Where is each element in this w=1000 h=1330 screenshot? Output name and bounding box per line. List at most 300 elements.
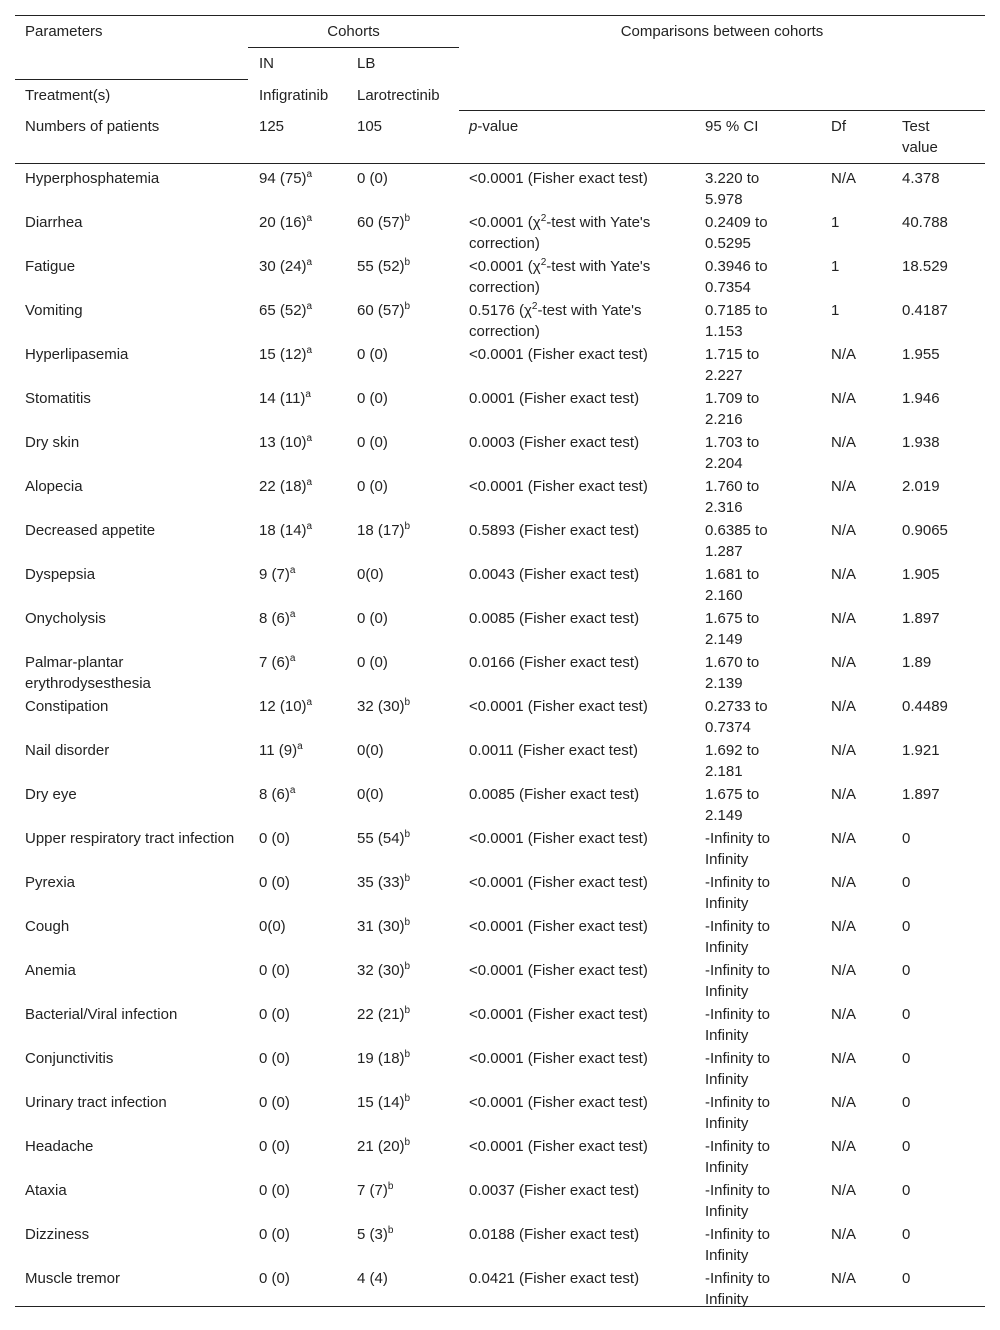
cell-param bbox=[25, 828, 235, 849]
cell-text: 0 (0) bbox=[259, 1270, 290, 1287]
p-value-superscript: 2 bbox=[531, 301, 538, 312]
cell-in bbox=[259, 1224, 321, 1245]
cell-text: -Infinity to Infinity bbox=[705, 874, 771, 912]
cell-ci bbox=[705, 300, 793, 342]
p-value-text: <0.0001 (Fisher exact test) bbox=[469, 962, 648, 979]
cell-text: 55 (52) bbox=[357, 258, 405, 275]
p-value-text: <0.0001 (Fisher exact test) bbox=[469, 346, 648, 363]
footnote-marker: a bbox=[289, 565, 296, 576]
cell-df bbox=[831, 696, 881, 717]
cell-lb bbox=[357, 1224, 457, 1245]
cell-ci bbox=[705, 608, 793, 650]
footnote-marker: b bbox=[404, 257, 411, 268]
p-value-text: <0.0001 (Fisher exact test) bbox=[469, 1006, 648, 1023]
cell-text: 0 (0) bbox=[357, 654, 388, 671]
cell-lb bbox=[357, 916, 457, 937]
cell-in bbox=[259, 212, 321, 233]
p-value-superscript: 2 bbox=[540, 213, 547, 224]
cell-tv bbox=[902, 256, 982, 277]
cell-text: 1.938 bbox=[902, 434, 940, 451]
cell-text: 35 (33) bbox=[357, 874, 405, 891]
cell-text: 9 (7) bbox=[259, 566, 290, 583]
cell-text: Pyrexia bbox=[25, 874, 76, 891]
cell-text: -Infinity to Infinity bbox=[705, 962, 771, 1000]
p-value-superscript: 2 bbox=[540, 257, 547, 268]
cell-text: N/A bbox=[831, 654, 857, 671]
cell-text: 8 (6) bbox=[259, 610, 290, 627]
cell-in bbox=[259, 828, 321, 849]
cell-text: 0(0) bbox=[357, 742, 384, 759]
cell-text: Fatigue bbox=[25, 258, 76, 275]
cell-ci bbox=[705, 872, 793, 914]
cell-ci bbox=[705, 168, 793, 210]
cell-tv bbox=[902, 1224, 982, 1245]
cell-text: -Infinity to Infinity bbox=[705, 1270, 771, 1308]
cell-p-value bbox=[469, 608, 694, 629]
cell-param bbox=[25, 168, 235, 189]
cell-text: 30 (24) bbox=[259, 258, 307, 275]
cell-lb bbox=[357, 872, 457, 893]
cell-text: 0 bbox=[902, 1006, 911, 1023]
footnote-marker: b bbox=[387, 1181, 394, 1192]
cell-p-value bbox=[469, 696, 694, 717]
cell-text: 1.921 bbox=[902, 742, 940, 759]
header-in: IN bbox=[259, 55, 274, 72]
cell-lb bbox=[357, 344, 457, 365]
p-value-text: <0.0001 (Fisher exact test) bbox=[469, 918, 648, 935]
header-pvalue-rest: -value bbox=[477, 118, 519, 135]
cell-tv bbox=[902, 916, 982, 937]
cell-text: Vomiting bbox=[25, 302, 83, 319]
cell-text: 0 bbox=[902, 830, 911, 847]
cell-text: 19 (18) bbox=[357, 1050, 405, 1067]
cell-text: Muscle tremor bbox=[25, 1270, 121, 1287]
cell-text: 40.788 bbox=[902, 214, 948, 231]
p-value-text: <0.0001 (Fisher exact test) bbox=[469, 1138, 648, 1155]
cell-text: 31 (30) bbox=[357, 918, 405, 935]
top-rule bbox=[15, 15, 985, 16]
cell-p-value bbox=[469, 1180, 694, 1201]
cell-text: Ataxia bbox=[25, 1182, 67, 1199]
cell-text: 18 (14) bbox=[259, 522, 307, 539]
cell-text: 1.715 to 2.227 bbox=[705, 346, 760, 384]
cell-text: 11 (9) bbox=[259, 742, 298, 759]
cell-tv bbox=[902, 1048, 982, 1069]
header-test-value: Test value bbox=[902, 118, 938, 156]
cell-text: 1 bbox=[831, 302, 840, 319]
cell-text: 1.905 bbox=[902, 566, 940, 583]
cell-text: 0 bbox=[902, 962, 911, 979]
cell-text: -Infinity to Infinity bbox=[705, 1182, 771, 1220]
p-value-text: <0.0001 (Fisher exact test) bbox=[469, 478, 648, 495]
cell-text: 0.6385 to 1.287 bbox=[705, 522, 768, 560]
cell-in bbox=[259, 344, 321, 365]
cell-df bbox=[831, 212, 881, 233]
cell-ci bbox=[705, 1224, 793, 1266]
cell-tv bbox=[902, 564, 982, 585]
cell-p-value bbox=[469, 564, 694, 585]
cell-ci bbox=[705, 388, 793, 430]
cell-text: Dry eye bbox=[25, 786, 77, 803]
footnote-marker: b bbox=[387, 1225, 394, 1236]
cell-ci bbox=[705, 960, 793, 1002]
cell-param bbox=[25, 564, 235, 585]
footnote-marker: b bbox=[404, 961, 411, 972]
cell-in bbox=[259, 168, 321, 189]
cell-text: 1.946 bbox=[902, 390, 940, 407]
bottom-rule bbox=[15, 1306, 985, 1307]
footnote-marker: b bbox=[404, 1005, 411, 1016]
cell-text: Urinary tract infection bbox=[25, 1094, 167, 1111]
cell-param bbox=[25, 388, 235, 409]
cell-text: Headache bbox=[25, 1138, 94, 1155]
cell-param bbox=[25, 520, 235, 541]
cell-param bbox=[25, 300, 235, 321]
cell-text: 22 (21) bbox=[357, 1006, 405, 1023]
cell-text: 21 (20) bbox=[357, 1138, 405, 1155]
cell-text: 0 (0) bbox=[259, 1006, 290, 1023]
cell-in bbox=[259, 564, 321, 585]
cell-p-value bbox=[469, 344, 694, 365]
cell-df bbox=[831, 784, 881, 805]
cell-lb bbox=[357, 388, 457, 409]
cell-tv bbox=[902, 1136, 982, 1157]
p-value-text: <0.0001 (Fisher exact test) bbox=[469, 698, 648, 715]
cell-text: 0 bbox=[902, 1182, 911, 1199]
cell-text: 0 (0) bbox=[259, 1226, 290, 1243]
cell-p-value bbox=[469, 432, 694, 453]
cell-lb bbox=[357, 520, 457, 541]
cell-text: 0 (0) bbox=[357, 170, 388, 187]
cell-ci bbox=[705, 784, 793, 826]
cell-p-value bbox=[469, 872, 694, 893]
cell-p-value bbox=[469, 212, 694, 254]
cell-lb bbox=[357, 168, 457, 189]
cell-in bbox=[259, 960, 321, 981]
cell-text: N/A bbox=[831, 1050, 857, 1067]
cell-text: 0.4187 bbox=[902, 302, 948, 319]
cell-p-value bbox=[469, 1004, 694, 1025]
cell-param bbox=[25, 652, 235, 694]
cell-text: 15 (12) bbox=[259, 346, 307, 363]
cell-text: 0.9065 bbox=[902, 522, 948, 539]
header-bottom-rule bbox=[15, 163, 985, 164]
cell-text: 4.378 bbox=[902, 170, 940, 187]
cell-text: 0 (0) bbox=[259, 1050, 290, 1067]
cell-text: N/A bbox=[831, 962, 857, 979]
cell-text: -Infinity to Infinity bbox=[705, 918, 771, 956]
cell-text: N/A bbox=[831, 1226, 857, 1243]
cell-text: 1.897 bbox=[902, 610, 940, 627]
cell-lb bbox=[357, 1048, 457, 1069]
cell-text: Diarrhea bbox=[25, 214, 83, 231]
footnote-marker: b bbox=[404, 829, 411, 840]
cell-text: Bacterial/Viral infection bbox=[25, 1006, 178, 1023]
cell-p-value bbox=[469, 300, 694, 342]
cell-text: 0 bbox=[902, 1270, 911, 1287]
cell-text: Nail disorder bbox=[25, 742, 110, 759]
footnote-marker: a bbox=[297, 741, 303, 752]
cell-text: 1.955 bbox=[902, 346, 940, 363]
cell-text: -Infinity to Infinity bbox=[705, 1094, 771, 1132]
cell-text: 0 (0) bbox=[259, 1138, 290, 1155]
cell-text: Conjunctivitis bbox=[25, 1050, 114, 1067]
cell-p-value bbox=[469, 168, 694, 189]
cell-text: 32 (30) bbox=[357, 698, 405, 715]
cell-lb bbox=[357, 256, 457, 277]
p-value-text: 0.5176 (χ bbox=[469, 302, 532, 319]
cell-df bbox=[831, 740, 881, 761]
cell-text: 1.681 to 2.160 bbox=[705, 566, 760, 604]
cell-text: 0.3946 to 0.7354 bbox=[705, 258, 768, 296]
p-value-text: <0.0001 (χ bbox=[469, 258, 541, 275]
p-value-text: 0.0085 (Fisher exact test) bbox=[469, 786, 640, 803]
footnote-marker: a bbox=[289, 609, 296, 620]
p-value-text: <0.0001 (Fisher exact test) bbox=[469, 1050, 648, 1067]
cell-text: N/A bbox=[831, 830, 857, 847]
cell-param bbox=[25, 476, 235, 497]
cell-tv bbox=[902, 740, 982, 761]
cell-df bbox=[831, 1268, 881, 1289]
cell-tv bbox=[902, 432, 982, 453]
cell-param bbox=[25, 1092, 235, 1113]
cell-in bbox=[259, 256, 321, 277]
cell-df bbox=[831, 652, 881, 673]
cell-text: N/A bbox=[831, 346, 857, 363]
cell-tv bbox=[902, 476, 982, 497]
cell-tv bbox=[902, 1004, 982, 1025]
cell-tv bbox=[902, 168, 982, 189]
header-lb-patients: 105 bbox=[357, 118, 383, 135]
cell-in bbox=[259, 1048, 321, 1069]
footnote-marker: b bbox=[404, 1137, 411, 1148]
cell-lb bbox=[357, 652, 457, 673]
cell-text: N/A bbox=[831, 742, 857, 759]
cell-df bbox=[831, 476, 881, 497]
cell-tv bbox=[902, 212, 982, 233]
cell-text: Alopecia bbox=[25, 478, 83, 495]
p-value-text: 0.0085 (Fisher exact test) bbox=[469, 610, 640, 627]
cell-text: 2.019 bbox=[902, 478, 940, 495]
cell-df bbox=[831, 256, 881, 277]
cell-text: 32 (30) bbox=[357, 962, 405, 979]
cell-text: 12 (10) bbox=[259, 698, 307, 715]
cell-df bbox=[831, 916, 881, 937]
cell-param bbox=[25, 212, 235, 233]
cell-p-value bbox=[469, 1092, 694, 1113]
cell-tv bbox=[902, 388, 982, 409]
p-value-text: 0.0001 (Fisher exact test) bbox=[469, 390, 640, 407]
cell-ci bbox=[705, 256, 793, 298]
cell-lb bbox=[357, 696, 457, 717]
footnote-marker: a bbox=[306, 433, 313, 444]
cell-in bbox=[259, 432, 321, 453]
header-pvalue bbox=[469, 116, 518, 137]
cell-ci bbox=[705, 1092, 793, 1134]
cell-text: 0 (0) bbox=[259, 1182, 290, 1199]
cell-lb bbox=[357, 212, 457, 233]
cell-text: N/A bbox=[831, 566, 857, 583]
cell-tv bbox=[902, 1268, 982, 1289]
cell-text: N/A bbox=[831, 874, 857, 891]
footnote-marker: a bbox=[306, 169, 313, 180]
cell-tv bbox=[902, 300, 982, 321]
cell-df bbox=[831, 1180, 881, 1201]
cell-lb bbox=[357, 432, 457, 453]
cell-text: 3.220 to 5.978 bbox=[705, 170, 760, 208]
cell-text: 1.709 to 2.216 bbox=[705, 390, 760, 428]
p-value-text: 0.0003 (Fisher exact test) bbox=[469, 434, 640, 451]
cell-text: 0 bbox=[902, 1226, 911, 1243]
footnote-marker: b bbox=[404, 917, 411, 928]
cell-text: 0 (0) bbox=[357, 390, 388, 407]
cell-text: Stomatitis bbox=[25, 390, 91, 407]
cell-p-value bbox=[469, 388, 694, 409]
cell-ci bbox=[705, 740, 793, 782]
cell-df bbox=[831, 1004, 881, 1025]
footnote-marker: a bbox=[305, 389, 311, 400]
cell-text: 60 (57) bbox=[357, 302, 405, 319]
cell-param bbox=[25, 740, 235, 761]
cell-tv bbox=[902, 828, 982, 849]
header-parameters: Parameters bbox=[25, 23, 103, 40]
cell-tv bbox=[902, 784, 982, 805]
cell-text: 1.675 to 2.149 bbox=[705, 610, 760, 648]
cell-tv bbox=[902, 1092, 982, 1113]
footnote-marker: a bbox=[306, 301, 313, 312]
header-ci: 95 % CI bbox=[705, 118, 759, 135]
cell-param bbox=[25, 432, 235, 453]
cell-text: -Infinity to Infinity bbox=[705, 1006, 771, 1044]
cell-text: N/A bbox=[831, 1006, 857, 1023]
header-cohorts: Cohorts bbox=[327, 23, 380, 40]
cell-ci bbox=[705, 520, 793, 562]
footnote-marker: a bbox=[306, 477, 313, 488]
cell-ci bbox=[705, 652, 793, 694]
cell-ci bbox=[705, 476, 793, 518]
cell-text: N/A bbox=[831, 478, 857, 495]
cell-ci bbox=[705, 916, 793, 958]
cell-df bbox=[831, 1048, 881, 1069]
cell-in bbox=[259, 1180, 321, 1201]
p-value-test-text: -test with Yate's correction) bbox=[469, 302, 642, 340]
cell-in bbox=[259, 696, 321, 717]
p-value-text: <0.0001 (Fisher exact test) bbox=[469, 1094, 648, 1111]
header-pvalue-italic: p bbox=[469, 118, 478, 135]
cell-text: Anemia bbox=[25, 962, 76, 979]
cell-text: 4 (4) bbox=[357, 1270, 388, 1287]
cell-p-value bbox=[469, 520, 694, 541]
cell-text: 94 (75) bbox=[259, 170, 307, 187]
cell-text: 1.760 to 2.316 bbox=[705, 478, 760, 516]
header-df: Df bbox=[831, 118, 846, 135]
cell-in bbox=[259, 872, 321, 893]
footnote-marker: a bbox=[306, 213, 313, 224]
cell-text: -Infinity to Infinity bbox=[705, 1050, 771, 1088]
cell-lb bbox=[357, 1268, 457, 1289]
cell-p-value bbox=[469, 916, 694, 937]
cell-text: 60 (57) bbox=[357, 214, 405, 231]
cell-text: 0 (0) bbox=[259, 874, 290, 891]
cell-text: Hyperphosphatemia bbox=[25, 170, 160, 187]
cell-ci bbox=[705, 212, 793, 254]
cell-ci bbox=[705, 1004, 793, 1046]
cell-in bbox=[259, 740, 321, 761]
footnote-marker: a bbox=[306, 521, 313, 532]
cell-lb bbox=[357, 564, 457, 585]
cell-text: -Infinity to Infinity bbox=[705, 830, 771, 868]
cell-lb bbox=[357, 740, 457, 761]
cell-text: 8 (6) bbox=[259, 786, 290, 803]
cell-in bbox=[259, 784, 321, 805]
cell-p-value bbox=[469, 784, 694, 805]
cell-in bbox=[259, 388, 321, 409]
p-value-text: 0.0188 (Fisher exact test) bbox=[469, 1226, 640, 1243]
cell-text: 1.703 to 2.204 bbox=[705, 434, 760, 472]
header-in-treatment: Infigratinib bbox=[259, 87, 329, 104]
cell-lb bbox=[357, 1180, 457, 1201]
cell-in bbox=[259, 1092, 321, 1113]
cell-df bbox=[831, 828, 881, 849]
cell-df bbox=[831, 300, 881, 321]
cell-text: 0 (0) bbox=[259, 962, 290, 979]
cell-text: 18 (17) bbox=[357, 522, 405, 539]
cell-ci bbox=[705, 828, 793, 870]
header-in-patients: 125 bbox=[259, 118, 285, 135]
header-lb-treatment: Larotrectinib bbox=[357, 87, 440, 104]
cell-tv bbox=[902, 872, 982, 893]
cell-lb bbox=[357, 960, 457, 981]
cell-text: N/A bbox=[831, 610, 857, 627]
cell-df bbox=[831, 520, 881, 541]
cell-text: Upper respiratory tract infection bbox=[25, 830, 235, 847]
cell-param bbox=[25, 784, 235, 805]
cell-text: 0 (0) bbox=[357, 478, 388, 495]
cell-text: 1.897 bbox=[902, 786, 940, 803]
cell-text: 0(0) bbox=[259, 918, 286, 935]
cell-text: N/A bbox=[831, 786, 857, 803]
cell-tv bbox=[902, 960, 982, 981]
footnote-marker: b bbox=[404, 873, 411, 884]
p-value-text: <0.0001 (Fisher exact test) bbox=[469, 874, 648, 891]
cell-param bbox=[25, 960, 235, 981]
cell-text: 0.2409 to 0.5295 bbox=[705, 214, 768, 252]
cell-text: 1 bbox=[831, 258, 840, 275]
cell-text: N/A bbox=[831, 698, 857, 715]
header-comparisons: Comparisons between cohorts bbox=[620, 23, 824, 40]
cell-param bbox=[25, 1004, 235, 1025]
p-value-text: <0.0001 (χ bbox=[469, 214, 541, 231]
cell-text: 13 (10) bbox=[259, 434, 307, 451]
cell-text: 0.4489 bbox=[902, 698, 948, 715]
cell-param bbox=[25, 1048, 235, 1069]
cell-in bbox=[259, 1136, 321, 1157]
cell-lb bbox=[357, 1092, 457, 1113]
cell-lb bbox=[357, 828, 457, 849]
cell-text: Onycholysis bbox=[25, 610, 106, 627]
cell-param bbox=[25, 344, 235, 365]
cell-text: 65 (52) bbox=[259, 302, 307, 319]
cell-text: 0(0) bbox=[357, 786, 384, 803]
p-value-text: 0.0011 (Fisher exact test) bbox=[469, 742, 638, 759]
cell-text: N/A bbox=[831, 1138, 857, 1155]
cell-param bbox=[25, 696, 235, 717]
cell-text: 0 bbox=[902, 1138, 911, 1155]
cell-p-value bbox=[469, 256, 694, 298]
cell-df bbox=[831, 388, 881, 409]
cell-p-value bbox=[469, 1268, 694, 1289]
cell-text: 0 (0) bbox=[357, 434, 388, 451]
